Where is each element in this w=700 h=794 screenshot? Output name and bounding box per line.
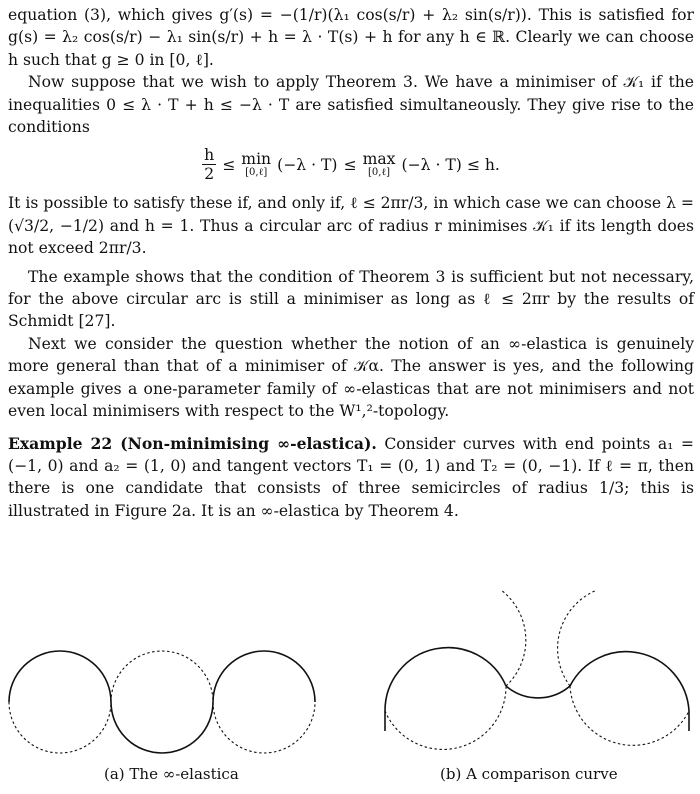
max-subscript: [0,ℓ] [367,166,391,178]
fraction-numerator: h [204,146,215,165]
fraction-h-over-2 [202,146,216,183]
figure-2-graphics [0,588,700,764]
display-inequality [8,144,694,186]
fig-a-right-upper-arc [213,651,315,702]
paragraph-5: Next we consider the question whether the notion of an ∞-elastica is genuinely more general than that of a minimiser of 𝒦α. The answer is yes, and the following example gives a one-parameter family of ∞-elasticas that are not minimisers and not even local minimisers with respect to the W¹,²-topology. [8,334,694,421]
figure-2b-drawing [385,590,689,749]
fig-a-left-lower-arc [9,702,111,753]
figure-2a-drawing [9,651,315,753]
caption-figure-2b: (b) A comparison curve [440,765,618,783]
caption-figure-2a: (a) The ∞-elastica [104,765,239,783]
fig-a-left-upper-arc [9,651,111,702]
fig-a-middle-lower-arc [111,702,213,753]
example-text: Consider curves with end points a₁ = (−1, 0) and a₂ = (1, 0) and tangent vectors T₁ = (0, 1) and T₂ = (0, −1). If ℓ = π, then there is one candidate that consists of three semicircles of radius 1/3; this is illustrated in Figure 2a. It is an ∞-elastica by Theorem 4. [8,434,694,520]
relation-le-1: ≤ [222,155,236,174]
fig-b-right-dashed-lower [570,686,689,745]
paragraph-4: The example shows that the condition of Theorem 3 is sufficient but not necessary, for the above circular arc is still a minimiser as long as ℓ ≤ 2πr by the results of Schmidt [27]. [8,267,694,331]
expression-2: (−λ · T) ≤ h. [401,155,500,174]
figure-2 [0,588,700,794]
fig-a-right-lower-arc [213,702,315,753]
expression-1: (−λ · T) [277,155,338,174]
fig-b-right-arc [570,652,689,711]
paragraph-3: It is possible to satisfy these if, and only if, ℓ ≤ 2πr/3, in which case we can choose λ = (√3/2, −1/2) and h = 1. Thus a circular arc of radius r minimises 𝒦₁ if its length does not exceed 2πr/3. [8,194,694,258]
fig-b-right-dashed-top [558,590,597,686]
relation-le-2: ≤ [343,155,357,174]
fig-b-left-dashed-top [501,590,526,686]
fig-a-middle-upper-arc [111,651,213,702]
example-title: (Non-minimising ∞-elastica). [112,433,377,453]
paper-page [8,4,694,522]
fig-b-middle-arc [506,686,570,698]
paragraph-1: equation (3), which gives g′(s) = −(1/r)(λ₁ cos(s/r) + λ₂ sin(s/r)). This is satisfied for g(s) = λ₂ cos(s/r) − λ₁ sin(s/r) + h = λ · T(s) + h for any h ∈ ℝ. Clearly we can choose h such that g ≥ 0 in [0, ℓ]. [8,6,694,69]
max-label: max [362,149,396,168]
example-22 [8,433,694,523]
max-operator [363,151,396,179]
min-subscript: [0,ℓ] [245,166,268,178]
paragraph-2: Now suppose that we wish to apply Theorem 3. We have a minimiser of 𝒦₁ if the inequalities 0 ≤ λ · T + h ≤ −λ · T are satisfied simultaneously. They give rise to the conditions [8,73,694,137]
min-label: min [241,149,272,168]
fraction-denominator: 2 [204,165,215,184]
fig-b-left-arc [385,648,506,711]
min-operator [241,151,271,179]
example-label: Example 22 [8,433,113,453]
fig-b-left-dashed-lower [385,686,506,749]
